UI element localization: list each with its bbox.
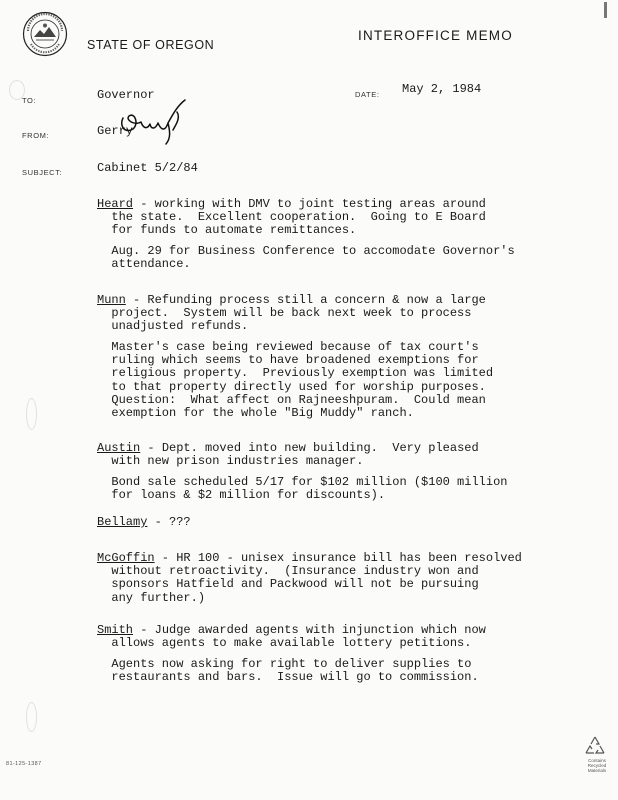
entry-line: for funds to automate remittances. <box>97 223 357 238</box>
entry-line: exemption for the whole "Big Muddy" ranch. <box>97 406 414 421</box>
entry-line: without retroactivity. (Insurance industry won and <box>97 564 479 579</box>
entry-line: ruling which seems to have broadened exemptions for <box>97 353 479 368</box>
line-rest: - Refunding process still a concern & now a large <box>125 293 486 307</box>
memo-title: INTEROFFICE MEMO <box>358 28 513 43</box>
agency-name: STATE OF OREGON <box>87 38 215 52</box>
entry-line: Agents now asking for right to deliver supplies to <box>97 657 472 671</box>
date-label: DATE: <box>355 90 380 99</box>
recycle-label: Contains Recycled Materials <box>587 758 607 773</box>
line-rest: - working with DMV to joint testing areas around <box>133 197 486 211</box>
entry-line: the state. Excellent cooperation. Going to E Board <box>97 210 486 225</box>
entry-line: with new prison industries manager. <box>97 454 364 469</box>
entry-austin <box>97 442 479 468</box>
entry-line: sponsors Hatfield and Packwood will not be pursuing <box>97 577 479 592</box>
entry-heading: Austin <box>97 441 141 455</box>
binder-hole <box>26 398 37 430</box>
entry-heading: McGoffin <box>97 551 155 565</box>
from-label: FROM: <box>22 131 50 140</box>
entry-line: any further.) <box>97 590 206 605</box>
entry-bellamy <box>97 516 191 529</box>
entry-munn <box>97 294 486 334</box>
entry-smith <box>97 624 486 650</box>
entry-line: allows agents to make available lottery petitions. <box>97 636 472 651</box>
entry-austin-note <box>97 476 507 502</box>
entry-smith-note <box>97 658 479 684</box>
entry-line: Question: What affect on Rajneeshpuram. Could mean <box>97 392 486 407</box>
entry-line: Master's case being reviewed because of tax court's <box>97 340 479 354</box>
entry-heading: Bellamy <box>97 515 148 529</box>
form-number: 81-125-1387 <box>6 761 42 767</box>
line-rest: - Judge awarded agents with injunction which now <box>133 623 486 637</box>
to-label: TO: <box>22 96 37 105</box>
entry-heading: Heard <box>97 197 134 211</box>
entry-line: unadjusted refunds. <box>97 319 249 334</box>
line-rest: - HR 100 - unisex insurance bill has been resolved <box>154 551 522 565</box>
entry-line: attendance. <box>97 257 191 272</box>
recycle-icon <box>582 735 608 757</box>
entry-line: to that property directly used for worship purposes. <box>97 379 486 394</box>
from-value: Gerry <box>97 124 134 138</box>
binder-hole <box>26 702 37 732</box>
to-value: Governor <box>97 88 155 102</box>
entry-line <box>97 516 191 529</box>
entry-heard <box>97 198 486 238</box>
subject-value: Cabinet 5/2/84 <box>97 161 198 175</box>
subject-label: SUBJECT: <box>22 168 63 177</box>
date-value: May 2, 1984 <box>402 82 482 96</box>
entry-line: Aug. 29 for Business Conference to accomodate Governor's <box>97 244 515 258</box>
scan-edge-mark <box>604 2 607 18</box>
entry-heading: Smith <box>97 623 134 637</box>
entry-mcgoffin <box>97 552 522 605</box>
entry-heard-note <box>97 245 515 271</box>
entry-line: Bond sale scheduled 5/17 for $102 million ($100 million <box>97 475 508 489</box>
entry-line: religious property. Previously exemption was limited <box>97 366 494 381</box>
entry-line: for loans & $2 million for discounts). <box>97 488 386 503</box>
entry-munn-note <box>97 341 493 420</box>
state-seal-icon <box>22 11 68 57</box>
line-rest: - ??? <box>147 515 191 529</box>
line-rest: - Dept. moved into new building. Very pleased <box>140 441 479 455</box>
entry-line: restaurants and bars. Issue will go to commission. <box>97 670 479 685</box>
entry-heading: Munn <box>97 293 126 307</box>
signature-initials <box>115 96 193 148</box>
entry-line: project. System will be back next week to process <box>97 306 472 321</box>
